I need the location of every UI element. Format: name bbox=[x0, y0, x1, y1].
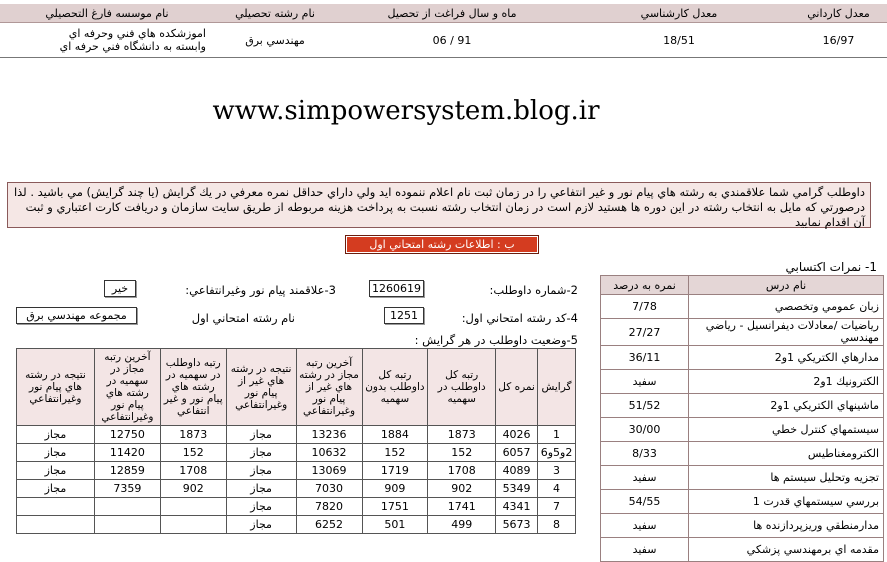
rank-cell: 902 bbox=[160, 480, 226, 498]
header-course-name: نام درس bbox=[689, 276, 884, 295]
grad-date: 91 / 06 bbox=[336, 23, 568, 58]
course-name: ماشينهاي الكتريكي 1و2 bbox=[689, 394, 884, 418]
grade-row bbox=[601, 319, 884, 346]
top-summary-table bbox=[0, 4, 887, 58]
header-karshenasi-avg: معدل كارشناسي bbox=[568, 4, 790, 23]
rank-cell: مجاز bbox=[17, 444, 95, 462]
rank-cell: 13236 bbox=[296, 426, 362, 444]
course-name: زبان عمومي وتخصصي bbox=[689, 295, 884, 319]
notice-box: داوطلب گرامي شما علاقمندي به رشته هاي پيام نور و غير انتفاعي را در زمان ثبت نام اعلام ننموده ايد ولي داراي حداقل نمره معرفي در يك گرايش (يا چند گرايش) مي باشيد . لذا درصورتي كه مايل به انتخاب رشته در اين دوره ها هستيد لازم است در زمان انتخاب رشته نسبت به پرداخت هزينه مربوطه از طريق سايت سازمان و دريافت كارت اعتباري و ثبت آن اقدام نماييد bbox=[7, 182, 871, 228]
kardani-avg: 16/97 bbox=[790, 23, 887, 58]
rank-cell: 12750 bbox=[94, 426, 160, 444]
rank-table bbox=[16, 348, 576, 534]
rank-cell: مجاز bbox=[226, 498, 296, 516]
top-summary-header-row bbox=[0, 4, 887, 23]
rank-cell: 6252 bbox=[296, 516, 362, 534]
rank-cell: 5673 bbox=[496, 516, 538, 534]
rank-cell: 1884 bbox=[362, 426, 428, 444]
rank-cell: مجاز bbox=[226, 426, 296, 444]
rank-header-cell: آخرين رتبه مجاز در رشته هاي غير از پيام نور وغيرانتفاعي bbox=[296, 349, 362, 426]
rank-cell: 1708 bbox=[428, 462, 496, 480]
header-grad-date: ماه و سال فراغت از تحصيل bbox=[336, 4, 568, 23]
karshenasi-avg: 18/51 bbox=[568, 23, 790, 58]
course-percent: 7/78 bbox=[601, 295, 689, 319]
applicant-number-value: 1260619 bbox=[369, 280, 424, 297]
grade-row bbox=[601, 442, 884, 466]
rank-header-cell: نتيجه در رشته هاي پيام نور وغيرانتفاعي bbox=[17, 349, 95, 426]
rank-cell: 12859 bbox=[94, 462, 160, 480]
rank-cell: مجاز bbox=[226, 462, 296, 480]
rank-cell: 1873 bbox=[160, 426, 226, 444]
rank-cell: 1708 bbox=[160, 462, 226, 480]
course-name: مقدمه اي برمهندسي پزشكي bbox=[689, 538, 884, 562]
field-name: مهندسي برق bbox=[214, 23, 336, 58]
grades-table bbox=[600, 275, 884, 562]
course-name: سيستمهاي كنترل خطي bbox=[689, 418, 884, 442]
course-name: مدارمنطقي وريزپردازنده ها bbox=[689, 514, 884, 538]
grade-row bbox=[601, 370, 884, 394]
rank-cell: 13069 bbox=[296, 462, 362, 480]
course-name: تجزيه وتحليل سيستم ها bbox=[689, 466, 884, 490]
grade-row bbox=[601, 346, 884, 370]
course-percent: 30/00 bbox=[601, 418, 689, 442]
rank-cell: 7359 bbox=[94, 480, 160, 498]
rank-cell: 11420 bbox=[94, 444, 160, 462]
course-name: بررسي سيستمهاي قدرت 1 bbox=[689, 490, 884, 514]
rank-cell bbox=[160, 498, 226, 516]
rank-cell: 7030 bbox=[296, 480, 362, 498]
rank-cell: مجاز bbox=[17, 480, 95, 498]
interest-value: خير bbox=[104, 280, 136, 297]
rank-cell bbox=[160, 516, 226, 534]
course-name: مدارهاي الكتريكي 1و2 bbox=[689, 346, 884, 370]
course-percent: 54/55 bbox=[601, 490, 689, 514]
header-institution: نام موسسه فارغ التحصيلي bbox=[0, 4, 214, 23]
rank-cell: مجاز bbox=[17, 462, 95, 480]
course-name: الكترومغناطيس bbox=[689, 442, 884, 466]
applicant-number-label: 2-شماره داوطلب: bbox=[489, 283, 578, 297]
grade-row bbox=[601, 295, 884, 319]
header-percent: نمره به درصد bbox=[601, 276, 689, 295]
top-summary-row bbox=[0, 23, 887, 58]
course-percent: سفيد bbox=[601, 370, 689, 394]
rank-cell: 4 bbox=[538, 480, 576, 498]
rank-header-cell: رتبه كل داوطلب در سهميه bbox=[428, 349, 496, 426]
site-url-watermark: www.simpowersystem.blog.ir bbox=[212, 96, 600, 126]
rank-cell: 1 bbox=[538, 426, 576, 444]
rank-cell: 1741 bbox=[428, 498, 496, 516]
rank-header-cell: آخرين رتبه مجاز در سهميه در رشته هاي پيام نور وغيرانتفاعي bbox=[94, 349, 160, 426]
first-exam-info-button[interactable]: ب : اطلاعات رشته امتحاني اول bbox=[346, 236, 538, 253]
rank-row bbox=[17, 444, 576, 462]
rank-cell: 10632 bbox=[296, 444, 362, 462]
rank-row bbox=[17, 462, 576, 480]
rank-cell: مجاز bbox=[226, 480, 296, 498]
rank-cell: 7 bbox=[538, 498, 576, 516]
rank-cell bbox=[94, 516, 160, 534]
institution-line-2: وابسته به دانشگاه فني حرفه اي bbox=[59, 40, 206, 53]
course-percent: 8/33 bbox=[601, 442, 689, 466]
exam-name-value: مجموعه مهندسي برق bbox=[16, 307, 137, 324]
grades-header-row bbox=[601, 276, 884, 295]
rank-cell: 499 bbox=[428, 516, 496, 534]
rank-cell bbox=[17, 498, 95, 516]
course-percent: 36/11 bbox=[601, 346, 689, 370]
course-percent: سفيد bbox=[601, 466, 689, 490]
grade-row bbox=[601, 466, 884, 490]
rank-cell: 4341 bbox=[496, 498, 538, 516]
rank-cell: 152 bbox=[428, 444, 496, 462]
rank-cell: مجاز bbox=[226, 444, 296, 462]
rank-header-cell: گرايش bbox=[538, 349, 576, 426]
rank-cell: 152 bbox=[160, 444, 226, 462]
grades-title: 1- نمرات اكتسابي bbox=[785, 260, 877, 274]
rank-cell: مجاز bbox=[226, 516, 296, 534]
course-name: الكترونيك 1و2 bbox=[689, 370, 884, 394]
institution-line-1: اموزشكده هاي فني وحرفه اي bbox=[68, 27, 206, 40]
rank-cell: 7820 bbox=[296, 498, 362, 516]
grade-row bbox=[601, 514, 884, 538]
status-label: 5-وضعيت داوطلب در هر گرايش : bbox=[414, 333, 578, 347]
rank-header-cell: نتيجه در رشته هاي غير از پيام نور وغيرانتفاعي bbox=[226, 349, 296, 426]
rank-cell: 8 bbox=[538, 516, 576, 534]
rank-cell: 1873 bbox=[428, 426, 496, 444]
rank-cell: 1751 bbox=[362, 498, 428, 516]
header-field-name: نام رشته تحصيلي bbox=[214, 4, 336, 23]
rank-row bbox=[17, 480, 576, 498]
rank-header-cell: رتبه كل داوطلب بدون سهميه bbox=[362, 349, 428, 426]
rank-header-cell: نمره كل bbox=[496, 349, 538, 426]
rank-cell: مجاز bbox=[17, 426, 95, 444]
rank-cell: 501 bbox=[362, 516, 428, 534]
interest-label: 3-علاقمند پيام نور وغيرانتفاعي: bbox=[185, 283, 336, 297]
exam-name-label: نام رشته امتحاني اول bbox=[191, 311, 295, 325]
grade-row bbox=[601, 490, 884, 514]
rank-header-row bbox=[17, 349, 576, 426]
rank-cell: 3 bbox=[538, 462, 576, 480]
rank-cell: 152 bbox=[362, 444, 428, 462]
course-name: رياضيات /معادلات ديفرانسيل - رياضي مهندسي bbox=[689, 319, 884, 346]
rank-cell: 4089 bbox=[496, 462, 538, 480]
rank-cell: 2و5و6 bbox=[538, 444, 576, 462]
rank-cell bbox=[17, 516, 95, 534]
rank-cell: 1719 bbox=[362, 462, 428, 480]
exam-code-value: 1251 bbox=[384, 307, 424, 324]
institution bbox=[0, 23, 214, 58]
rank-header-cell: رتبه داوطلب در سهميه در رشته هاي پيام نور و غير انتفاعي bbox=[160, 349, 226, 426]
course-percent: 27/27 bbox=[601, 319, 689, 346]
rank-cell: 909 bbox=[362, 480, 428, 498]
exam-code-label: 4-كد رشته امتحاني اول: bbox=[461, 311, 578, 325]
course-percent: 51/52 bbox=[601, 394, 689, 418]
rank-row bbox=[17, 498, 576, 516]
header-kardani-avg: معدل كارداني bbox=[790, 4, 887, 23]
rank-row bbox=[17, 426, 576, 444]
grade-row bbox=[601, 418, 884, 442]
rank-cell bbox=[94, 498, 160, 516]
rank-cell: 6057 bbox=[496, 444, 538, 462]
course-percent: سفيد bbox=[601, 514, 689, 538]
course-percent: سفيد bbox=[601, 538, 689, 562]
rank-cell: 4026 bbox=[496, 426, 538, 444]
rank-cell: 902 bbox=[428, 480, 496, 498]
grade-row bbox=[601, 394, 884, 418]
rank-row bbox=[17, 516, 576, 534]
rank-cell: 5349 bbox=[496, 480, 538, 498]
